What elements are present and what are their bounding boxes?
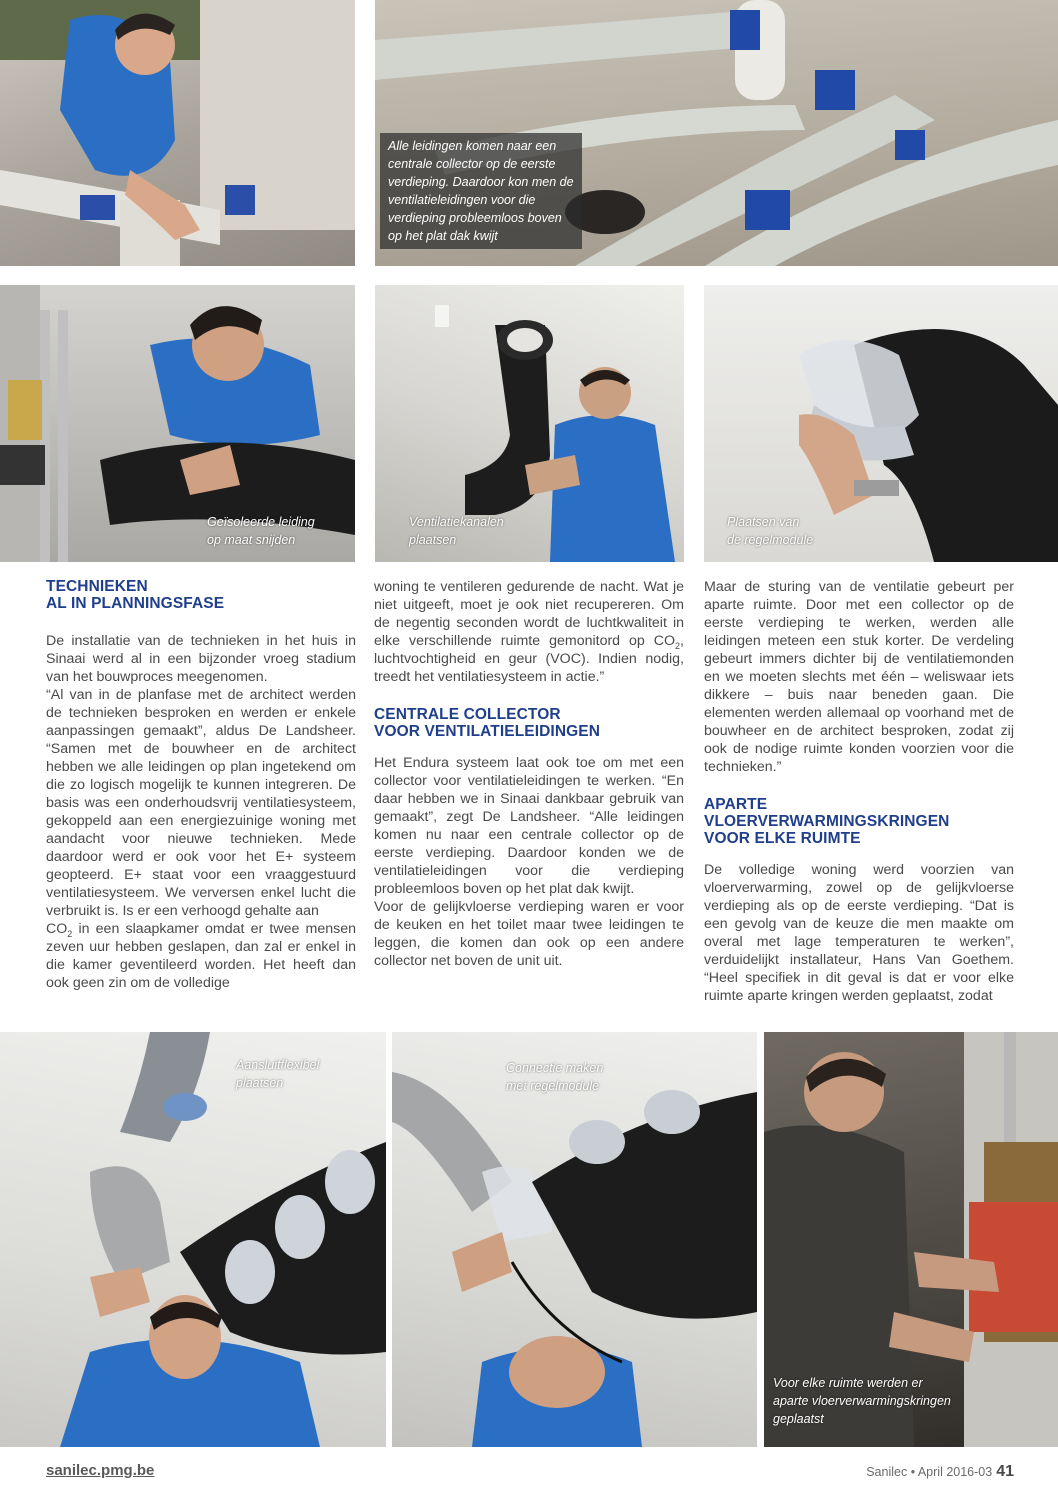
caption-text: Alle leidingen komen naar een centrale collector op de eerste verdieping. Daardoor kon men de ventilatieleidingen voor die verdieping probleemloos boven op het plat dak kwijt (388, 139, 574, 243)
text-run: CO (46, 921, 68, 937)
caption-line: Geïsoleerde leiding (207, 515, 315, 529)
section-heading (374, 706, 684, 740)
heading-line: VOOR VENTILATIELEIDINGEN (374, 723, 601, 740)
paragraph: Maar de sturing van de ventilatie gebeurt per aparte ruimte. Door met een collector op de eerste verdieping te werken, werden alle leidingen meteen een stuk korter. De verdeling gebeurt immers dichter bij de ventilatiemonden en we moeten slechts met één – weliswaar iets dikkere – buis naar beneden gaan. Die elementen werden allemaal op voorhand met de bouwheer en de architect besproken, zodat zij ook de nodige ruimte konden voorzien voor die technieken.” (704, 579, 1014, 775)
caption-line: plaatsen (236, 1076, 284, 1090)
caption-line: geplaatst (773, 1412, 824, 1426)
photo-floor-heating (764, 1032, 1058, 1447)
article-column-3 (704, 578, 1014, 1005)
photo-caption (727, 513, 813, 549)
photo-caption (380, 133, 582, 249)
text-run: , luchtvochtigheid en geur (VOC). Indien nodig, treedt het ventilatiesysteem in actie.” (374, 633, 684, 685)
paragraph: Voor de gelijkvloerse verdieping waren er voor de keuken en het toilet maar twee leidingen te leggen, die komen dan ook op een andere collector net boven de unit uit. (374, 899, 684, 969)
photo-control-module (704, 285, 1058, 562)
text-run: “Al van in de planfase met de architect werden de technieken besproken en werden er enkele aanpassingen gemaakt”, aldus De Landsheer. “Samen met de bouwheer en de architect hebben we alle leidingen op plan ingetekend om die zo logisch mogelijk te kunnen integreren. De basis was een onderhoudsvrij ventilatiesysteem, gekoppeld aan een energiezuinige woning met aandacht voor nieuwe technieken. Mede daardoor werd er ook voor het E+ systeem geopteerd. E+ staat voor een vraaggestuurd ventilatiesysteem. We verversen enkel lucht die verbruikt is. Is er een verhoogd gehalte aan (46, 687, 356, 919)
caption-line: Ventilatiekanalen (409, 515, 504, 529)
caption-line: op maat snijden (207, 533, 296, 547)
paragraph: De installatie van de technieken in het huis in Sinaai werd al in een bijzonder vroeg stadium van het bouwproces meegenomen. (46, 633, 356, 685)
caption-line: de regelmodule (727, 533, 814, 547)
caption-line: Connectie maken (506, 1061, 604, 1075)
heading-line: APARTE (704, 796, 768, 813)
caption-line: plaatsen (409, 533, 457, 547)
heading-line: TECHNIEKEN (46, 578, 148, 595)
text-run: in een slaapkamer omdat er twee mensen zeven uur hebben geslapen, dan zal er enkel in die kamer geventileerd worden. Het heeft dan ook geen zin om de volledige (46, 921, 356, 991)
footer-website-link[interactable]: sanilec.pmg.be (46, 1462, 155, 1479)
photo-caption (506, 1059, 603, 1095)
paragraph: Het Endura systeem laat ook toe om met een collector voor ventilatieleidingen te werken. “En daar hebben we in Sinaai dankbaar gebruik van gemaakt”, zegt De Landsheer. “Alle leidingen komen nu naar een centrale collector op de eerste verdieping. Daardoor konden we de ventilatieleidingen voor die verdieping probleemloos boven op het plat dak kwijt. (374, 755, 684, 897)
paragraph (46, 686, 356, 992)
article-column-2 (374, 578, 684, 970)
photo-caption (236, 1056, 319, 1092)
paragraph (374, 578, 684, 686)
heading-line: AL IN PLANNINGSFASE (46, 595, 225, 612)
photo-cutting-pipe (0, 285, 355, 562)
article-column-1 (46, 578, 356, 992)
subscript: 2 (67, 928, 73, 939)
heading-line: CENTRALE COLLECTOR (374, 706, 561, 723)
photo-flex-connection (0, 1032, 386, 1447)
section-heading (46, 578, 356, 612)
subscript: 2 (675, 640, 681, 651)
photo-caption (409, 513, 504, 549)
photo-roof-pipes (375, 0, 1058, 266)
photo-ventilation-ducts (375, 285, 684, 562)
heading-line: VLOERVERWARMINGSKRINGEN (704, 813, 950, 830)
photo-roof-worker (0, 0, 355, 266)
caption-line: aparte vloerverwarmingskringen (773, 1394, 951, 1408)
caption-line: Voor elke ruimte werden er (773, 1376, 923, 1390)
page-number: 41 (996, 1463, 1014, 1480)
photo-module-connection (392, 1032, 757, 1447)
section-heading (704, 796, 1014, 847)
photo-caption (207, 513, 315, 549)
footer-issue (866, 1463, 1014, 1481)
photo-caption (773, 1374, 951, 1428)
caption-line: met regelmodule (506, 1079, 600, 1093)
text-run: woning te ventileren gedurende de nacht. Wat je niet uitgeeft, moet je ook niet recupereren. Om de negentig seconden wordt de luchtkwaliteit in elke verschillende ruimte gemonitord op CO (374, 579, 684, 649)
heading-line: VOOR ELKE RUIMTE (704, 830, 861, 847)
paragraph: De volledige woning werd voorzien van vloerverwarming, zowel op de gelijkvloerse verdieping als op de eerste verdieping. “Dat is een gevolg van de keuze die men maakte om overal met lage temperaturen te werken”, verduidelijkt installateur, Hans Van Goethem. “Heel specifiek in dit geval is dat er voor elke ruimte aparte kringen werden geplaatst, zodat (704, 862, 1014, 1004)
caption-line: Plaatsen van (727, 515, 800, 529)
issue-label: Sanilec • April 2016-03 (866, 1465, 993, 1479)
caption-line: Aansluitflexibel (236, 1058, 320, 1072)
